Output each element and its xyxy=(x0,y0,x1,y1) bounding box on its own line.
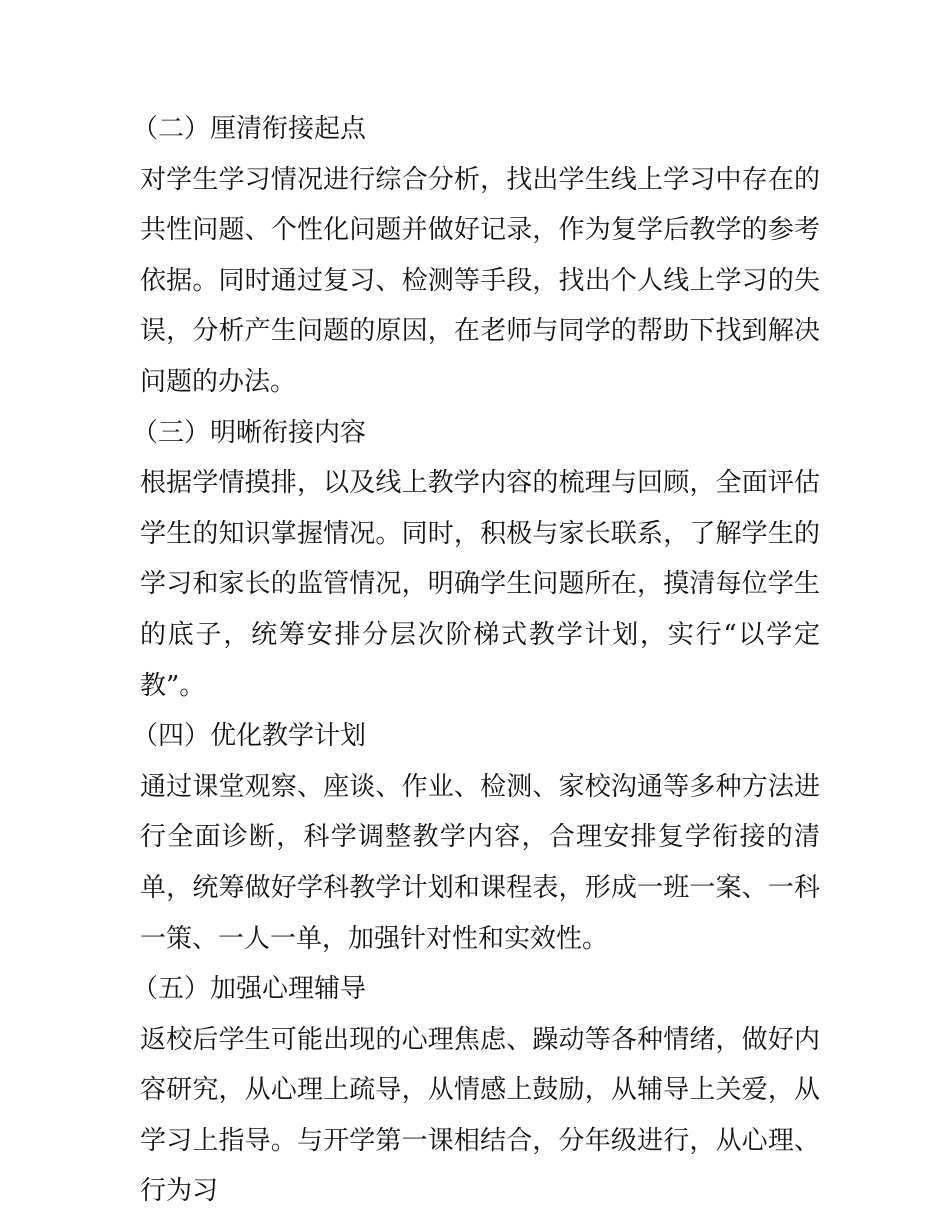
section-paragraph-5: 返校后学生可能出现的心理焦虑、躁动等各种情绪，做好内容研究，从心理上疏导，从情感上鼓励，从辅导上关爱，从学习上指导。与开学第一课相结合，分年级进行，从心理、行为习 xyxy=(140,1024,820,1207)
section-paragraph-2: 对学生学习情况进行综合分析，找出学生线上学习中存在的共性问题、个性化问题并做好记录，作为复学后教学的参考依据。同时通过复习、检测等手段，找出个人线上学习的失误，分析产生问题的原因，在老师与同学的帮助下找到解决问题的办法。 xyxy=(140,164,820,397)
document-body xyxy=(132,104,820,1217)
section-paragraph-3: 根据学情摸排，以及线上教学内容的梳理与回顾，全面评估学生的知识掌握情况。同时，积极与家长联系，了解学生的学习和家长的监管情况，明确学生问题所在，摸清每位学生的底子，统筹安排分层次阶梯式教学计划，实行“以学定教”。 xyxy=(140,468,820,701)
section-heading-3: （三）明晰衔接内容 xyxy=(132,417,367,448)
section-paragraph-4: 通过课堂观察、座谈、作业、检测、家校沟通等多种方法进行全面诊断，科学调整教学内容，合理安排复学衔接的清单，统筹做好学科教学计划和课程表，形成一班一案、一科一策、一人一单，加强针对性和实效性。 xyxy=(140,771,820,954)
section-heading-2: （二）厘清衔接起点 xyxy=(132,114,367,144)
section-heading-5: （五）加强心理辅导 xyxy=(132,974,367,1005)
section-heading-4: （四）优化教学计划 xyxy=(132,721,367,752)
